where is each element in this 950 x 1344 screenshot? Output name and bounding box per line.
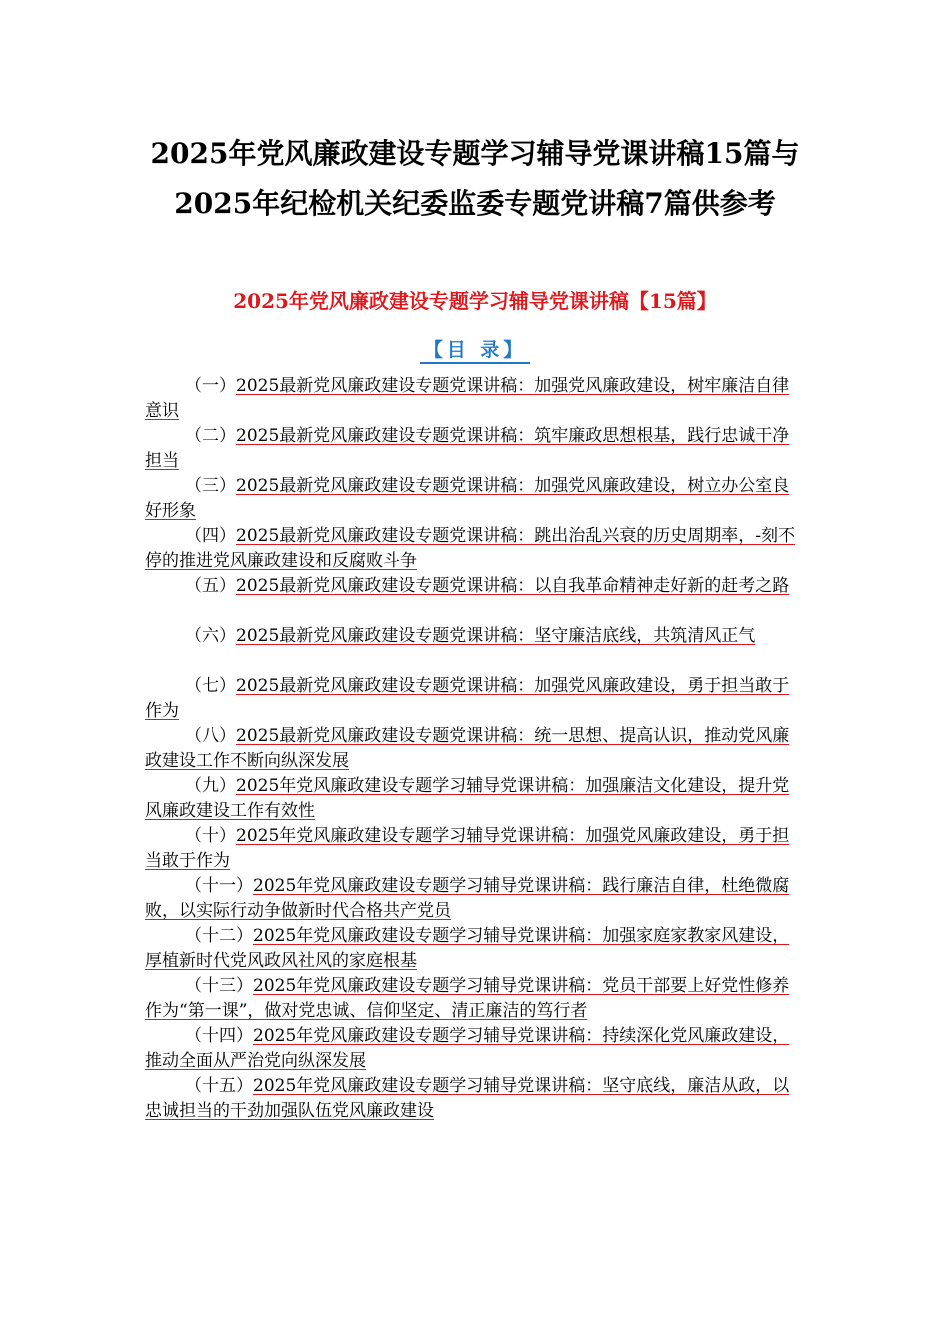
- section-title: 2025年党风廉政建设专题学习辅导党课讲稿【15篇】: [233, 289, 717, 313]
- toc-entry-number: （一）: [185, 376, 236, 396]
- toc-entry-link[interactable]: 2025年党风廉政建设专题学习辅导党课讲稿：践行廉洁自律，杜绝微腐败，以实际行动争做新时代合格共产党员: [145, 876, 790, 921]
- toc-entry-link[interactable]: 2025年党风廉政建设专题学习辅导党课讲稿：坚守底线，廉洁从政，以忠诚担当的干劲加强队伍党风廉政建设: [145, 1076, 790, 1121]
- toc-entry-1[interactable]: [145, 374, 797, 424]
- toc-entry-11[interactable]: [145, 874, 797, 924]
- toc-entry-3[interactable]: [145, 474, 797, 524]
- toc-entry-link[interactable]: 2025最新党风廉政建设专题党课讲稿：筑牢廉政思想根基，践行忠诚干净担当: [145, 426, 790, 471]
- toc-entry-number: （二）: [185, 426, 236, 446]
- toc-heading-label[interactable]: 【目 录】: [420, 339, 531, 364]
- toc-entry-number: （十五）: [185, 1076, 253, 1096]
- toc-entry-6[interactable]: [145, 624, 797, 674]
- toc-entry-13[interactable]: [145, 974, 797, 1024]
- toc-entry-number: （十四）: [185, 1026, 253, 1046]
- toc-entry-8[interactable]: [145, 724, 797, 774]
- toc-entry-link[interactable]: 2025最新党风廉政建设专题党课讲稿：跳出治乱兴衰的历史周期率，-刻不停的推进党风廉政建设和反腐败斗争: [145, 526, 796, 571]
- toc-entry-14[interactable]: [145, 1024, 797, 1074]
- toc-entry-link[interactable]: 2025年党风廉政建设专题学习辅导党课讲稿：持续深化党风廉政建设，推动全面从严治党向纵深发展: [145, 1026, 790, 1071]
- toc-entry-12[interactable]: [145, 924, 797, 974]
- toc-entry-number: （三）: [185, 476, 236, 496]
- toc-entry-5[interactable]: [145, 574, 797, 624]
- toc-entry-15[interactable]: [145, 1074, 797, 1124]
- toc-entry-link[interactable]: 2025最新党风廉政建设专题党课讲稿：加强党风廉政建设，勇于担当敢于作为: [145, 676, 790, 721]
- toc-entry-link[interactable]: 2025最新党风廉政建设专题党课讲稿：坚守廉洁底线，共筑清风正气: [236, 626, 756, 646]
- toc-entry-number: （七）: [185, 676, 236, 696]
- toc-entry-number: （五）: [185, 576, 236, 596]
- toc-entry-link[interactable]: 2025最新党风廉政建设专题党课讲稿：统一思想、提高认识，推动党风廉政建设工作不断向纵深发展: [145, 726, 790, 771]
- toc-entry-link[interactable]: 2025最新党风廉政建设专题党课讲稿：加强党风廉政建设，树立办公室良好形象: [145, 476, 790, 521]
- toc-entry-link[interactable]: 2025年党风廉政建设专题学习辅导党课讲稿：党员干部要上好党性修养作为“第一课”，做对党忠诚、信仰坚定、清正廉洁的笃行者: [145, 976, 790, 1021]
- toc-entry-number: （四）: [185, 526, 236, 546]
- toc-entry-number: （九）: [185, 776, 236, 796]
- document-title-line-1: 2025年党风廉政建设专题学习辅导党课讲稿15篇与: [150, 137, 800, 170]
- document-title-line-2: 2025年纪检机关纪委监委专题党讲稿7篇供参考: [174, 187, 776, 220]
- toc-entry-number: （十三）: [185, 976, 253, 996]
- toc-entry-7[interactable]: [145, 674, 797, 724]
- toc-entry-4[interactable]: [145, 524, 797, 574]
- toc-entry-9[interactable]: [145, 774, 797, 824]
- toc-entry-10[interactable]: [145, 824, 797, 874]
- table-of-contents: [145, 374, 797, 1124]
- toc-entry-number: （八）: [185, 726, 236, 746]
- toc-entry-number: （六）: [185, 626, 236, 646]
- toc-entry-number: （十）: [185, 826, 236, 846]
- toc-entry-number: （十二）: [185, 926, 253, 946]
- toc-entry-link[interactable]: 2025年党风廉政建设专题学习辅导党课讲稿：加强党风廉政建设，勇于担当敢于作为: [145, 826, 790, 871]
- toc-entry-link[interactable]: 2025最新党风廉政建设专题党课讲稿：加强党风廉政建设，树牢廉洁自律意识: [145, 376, 790, 421]
- toc-heading[interactable]: [0, 336, 950, 364]
- toc-entry-number: （十一）: [185, 876, 253, 896]
- toc-entry-link[interactable]: 2025年党风廉政建设专题学习辅导党课讲稿：加强廉洁文化建设，提升党风廉政建设工作有效性: [145, 776, 790, 821]
- toc-entry-link[interactable]: 2025最新党风廉政建设专题党课讲稿：以自我革命精神走好新的赶考之路: [236, 576, 790, 596]
- toc-entry-link[interactable]: 2025年党风廉政建设专题学习辅导党课讲稿：加强家庭家教家风建设，厚植新时代党风政风社风的家庭根基: [145, 926, 790, 971]
- toc-entry-2[interactable]: [145, 424, 797, 474]
